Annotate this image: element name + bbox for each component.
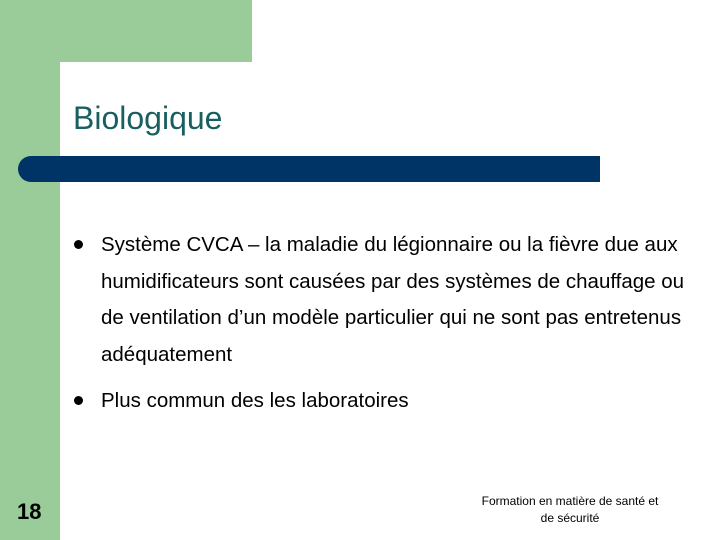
decorative-green-left-strip xyxy=(0,0,60,540)
slide-title: Biologique xyxy=(73,100,223,136)
bullet-text: Système CVCA – la maladie du légionnaire ou la fièvre due aux humidificateurs sont causées par des systèmes de chauffage ou de ventilation d’un modèle particulier qui ne sont pas entretenus adéquatement xyxy=(101,233,685,366)
list-item xyxy=(74,383,694,420)
bullet-dot-icon xyxy=(74,240,83,249)
bullet-list xyxy=(74,227,694,420)
footer-line: Formation en matière de santé et xyxy=(481,494,659,508)
title-underline-bar xyxy=(18,156,600,182)
slide-number: 18 xyxy=(17,499,42,524)
footer-line: de sécurité xyxy=(540,511,600,525)
list-item xyxy=(74,227,694,373)
footer-text xyxy=(460,493,680,527)
bullet-text: Plus commun des les laboratoires xyxy=(101,389,409,412)
bullet-dot-icon xyxy=(74,396,83,405)
